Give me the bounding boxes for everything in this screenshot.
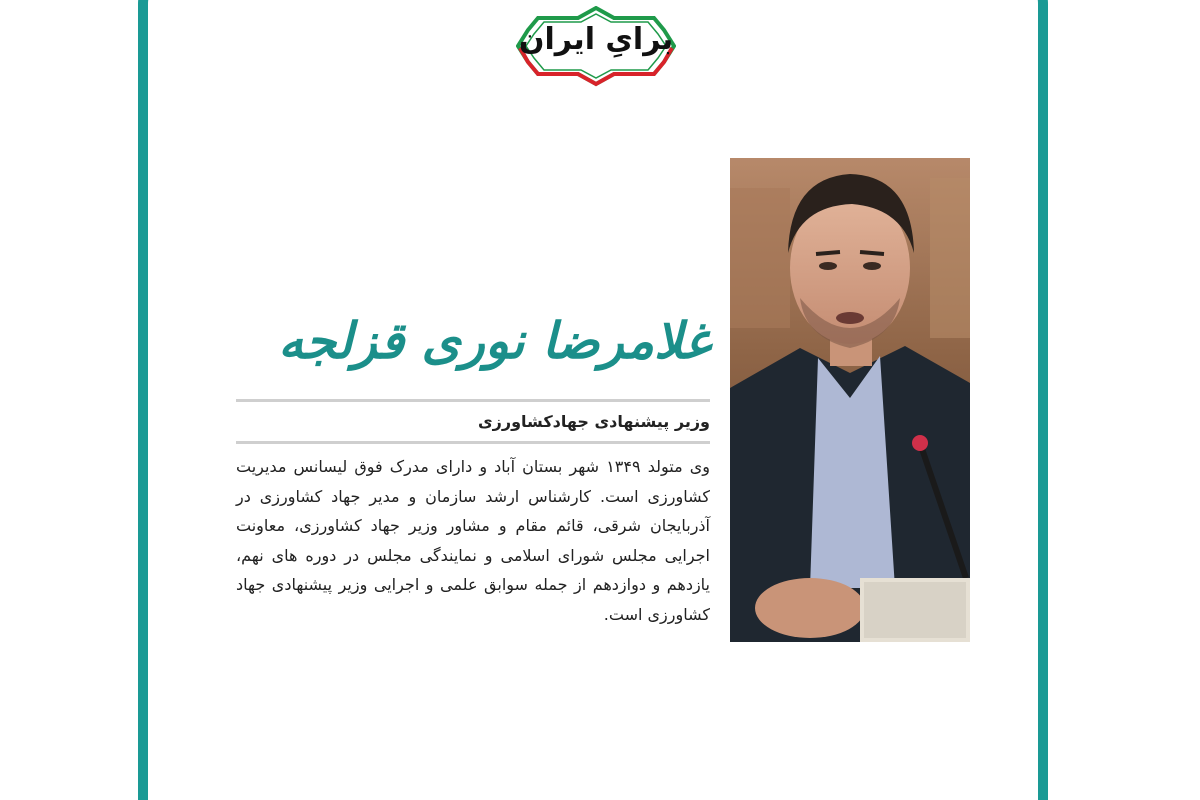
divider-bottom — [236, 441, 710, 444]
divider-top — [236, 399, 710, 402]
logo-text: برایِ ایران — [518, 22, 674, 57]
logo — [516, 6, 676, 88]
role-title: وزیر پیشنهادی جهادکشاورزی — [478, 412, 710, 431]
person-name: غلامرضا نوری قزلجه — [278, 311, 710, 370]
portrait-photo — [730, 158, 970, 642]
biography-text: وی متولد ۱۳۴۹ شهر بستان آباد و دارای مدرک فوق لیسانس مدیریت کشاورزی است. کارشناس ارشد سازمان و مدیر جهاد کشاورزی در آذربایجان شرقی، قائم مقام و مشاور وزیر جهاد کشاورزی، معاونت اجرایی مجلس شورای اسلامی و نمایندگی مجلس در دوره های نهم، یازدهم و دوازدهم از جمله سوابق علمی و اجرایی وزیر پیشنهادی جهاد کشاورزی است. — [236, 457, 710, 624]
